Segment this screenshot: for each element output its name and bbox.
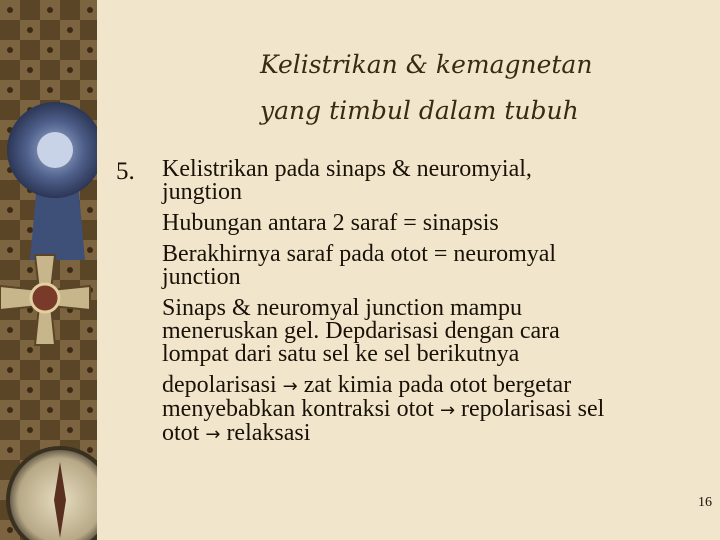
right-arrow-icon: → [205, 424, 221, 445]
body-text-segment: repolarisasi sel [461, 396, 605, 422]
body-line: jungtion [162, 179, 243, 205]
body-line: Berakhirnya saraf pada otot = neuromyal [162, 241, 557, 267]
title-line-2: yang timbul dalam tubuh [260, 96, 579, 125]
body-line [162, 398, 707, 422]
right-arrow-icon: → [282, 376, 298, 397]
body-text-segment: menyebabkan kontraksi otot [162, 396, 434, 422]
body-line: Hubungan antara 2 saraf = sinapsis [162, 210, 499, 236]
body-line: lompat dari satu sel ke sel berikutnya [162, 341, 520, 367]
decorative-image-strip [0, 0, 97, 540]
body-text-segment: relaksasi [226, 420, 311, 446]
right-arrow-icon: → [439, 400, 456, 421]
body-line: junction [162, 264, 241, 290]
body-line: meneruskan gel. Depdarisasi dengan cara [162, 318, 560, 344]
body-text-segment: depolarisasi [162, 372, 277, 398]
list-item-number: 5. [116, 158, 135, 185]
body-line: Sinaps & neuromyal junction mampu [162, 295, 522, 321]
slide-body [162, 158, 707, 446]
body-line [162, 422, 707, 446]
body-text-segment: otot [162, 420, 200, 446]
slide-title [260, 42, 700, 134]
body-line: Kelistrikan pada sinaps & neuromyial, [162, 156, 532, 182]
title-line-1: Kelistrikan & kemagnetan [260, 50, 593, 79]
decorative-medal-compass-image [0, 0, 97, 540]
body-text-segment: zat kimia pada otot bergetar [303, 372, 572, 398]
body-line [162, 374, 707, 398]
page-number: 16 [698, 495, 712, 510]
